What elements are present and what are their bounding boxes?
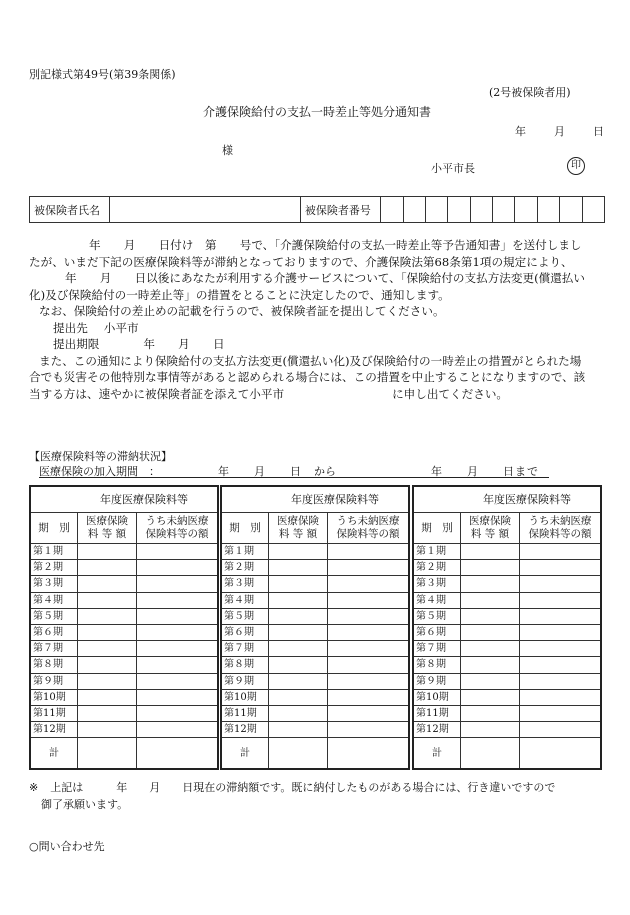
arrears-table-2 <box>220 485 410 770</box>
arrears-section-title: 【医療保険料等の滞納状況】 <box>29 450 172 463</box>
period-label: 第６期 <box>30 624 78 640</box>
period-label: 第11期 <box>413 705 461 721</box>
period-row <box>221 560 409 576</box>
body-line: たが、いまだ下記の医療保険料等が滞納となっておりますので、介護保険法第68条第1項の規定により、 <box>29 254 573 269</box>
insured-number-label: 被保険者番号 <box>300 197 380 223</box>
period-label: 第１期 <box>221 544 269 560</box>
period-label: 第11期 <box>221 705 269 721</box>
unpaid-cell[interactable] <box>137 592 219 608</box>
unpaid-cell[interactable] <box>520 722 602 738</box>
unpaid-cell[interactable] <box>328 641 410 657</box>
unpaid-cell[interactable] <box>137 641 219 657</box>
amount-cell[interactable] <box>461 592 520 608</box>
period-row <box>30 560 218 576</box>
amount-cell[interactable] <box>269 592 328 608</box>
period-label: 第８期 <box>30 657 78 673</box>
amount-cell[interactable] <box>269 576 328 592</box>
period-row <box>221 592 409 608</box>
amount-cell[interactable] <box>269 608 328 624</box>
amount-cell[interactable] <box>461 689 520 705</box>
unpaid-cell[interactable] <box>328 689 410 705</box>
amount-cell[interactable] <box>78 689 137 705</box>
period-row <box>30 705 218 721</box>
period-label: 第１期 <box>413 544 461 560</box>
amount-cell[interactable] <box>269 689 328 705</box>
period-row <box>413 705 601 721</box>
amount-cell[interactable] <box>78 705 137 721</box>
issuer-name: 小平市長 <box>431 162 475 175</box>
unpaid-cell[interactable] <box>137 722 219 738</box>
period-row <box>413 544 601 560</box>
period-label: 第５期 <box>221 608 269 624</box>
footnote-line: ※ 上記は 年 月 日現在の滞納額です。既に納付したものがある場合には、行き違いですので <box>29 781 556 794</box>
unpaid-cell[interactable] <box>328 657 410 673</box>
period-row <box>221 689 409 705</box>
col-amount-header: 医療保険 料 等 額 <box>461 513 520 544</box>
period-row <box>413 657 601 673</box>
unpaid-cell[interactable] <box>328 705 410 721</box>
amount-cell[interactable] <box>78 544 137 560</box>
period-label: 第12期 <box>30 722 78 738</box>
amount-cell[interactable] <box>461 576 520 592</box>
period-row <box>413 592 601 608</box>
total-unpaid-cell[interactable] <box>520 738 602 770</box>
period-row <box>413 576 601 592</box>
amount-cell[interactable] <box>461 641 520 657</box>
period-label: 第５期 <box>30 608 78 624</box>
unpaid-cell[interactable] <box>328 544 410 560</box>
arrears-table-1 <box>29 485 219 770</box>
amount-cell[interactable] <box>78 576 137 592</box>
amount-cell[interactable] <box>269 673 328 689</box>
period-label: 第10期 <box>30 689 78 705</box>
period-label: 第３期 <box>221 576 269 592</box>
period-row <box>413 673 601 689</box>
footnote-mark: ※ <box>29 781 39 794</box>
unpaid-cell[interactable] <box>520 544 602 560</box>
period-row <box>221 608 409 624</box>
issue-date: 年 月 日 <box>515 125 606 138</box>
period-label: 第６期 <box>221 624 269 640</box>
unpaid-cell[interactable] <box>137 560 219 576</box>
unpaid-cell[interactable] <box>137 608 219 624</box>
body-line: また、この通知により保険給付の支払方法変更(償還払い化)及び保険給付の一時差止の措置がとられた場 <box>39 353 582 368</box>
table-year-header[interactable]: 年度医療保険料等 <box>221 486 409 513</box>
amount-cell[interactable] <box>461 722 520 738</box>
table-year-header[interactable]: 年度医療保険料等 <box>413 486 601 513</box>
period-label: 第８期 <box>221 657 269 673</box>
period-row <box>30 608 218 624</box>
period-row <box>221 641 409 657</box>
period-row <box>221 544 409 560</box>
period-label: 第12期 <box>413 722 461 738</box>
audience-label: (2号被保険者用) <box>489 86 571 99</box>
period-label: 第９期 <box>30 673 78 689</box>
number-box[interactable] <box>582 197 605 223</box>
total-amount-cell[interactable] <box>461 738 520 770</box>
unpaid-cell[interactable] <box>137 673 219 689</box>
number-box[interactable] <box>537 197 559 223</box>
amount-cell[interactable] <box>269 641 328 657</box>
period-label: 第６期 <box>413 624 461 640</box>
period-row <box>221 673 409 689</box>
amount-cell[interactable] <box>269 657 328 673</box>
period-row <box>413 560 601 576</box>
period-label: 第９期 <box>413 673 461 689</box>
period-row <box>30 689 218 705</box>
period-label: 第11期 <box>30 705 78 721</box>
period-row <box>221 705 409 721</box>
unpaid-cell[interactable] <box>137 576 219 592</box>
period-label: 第７期 <box>221 641 269 657</box>
period-label: 第３期 <box>413 576 461 592</box>
unpaid-cell[interactable] <box>328 608 410 624</box>
total-unpaid-cell[interactable] <box>328 738 410 770</box>
unpaid-cell[interactable] <box>520 560 602 576</box>
form-number: 別記様式第49号(第39条関係) <box>29 68 176 81</box>
period-label: 第７期 <box>30 641 78 657</box>
period-row <box>413 722 601 738</box>
period-label: 第５期 <box>413 608 461 624</box>
col-unpaid-header: うち未納医療 保険料等の額 <box>520 513 602 544</box>
unpaid-cell[interactable] <box>137 705 219 721</box>
unpaid-cell[interactable] <box>328 560 410 576</box>
unpaid-cell[interactable] <box>137 544 219 560</box>
page-title: 介護保険給付の支払一時差止等処分通知書 <box>203 105 432 119</box>
body-paragraph <box>29 237 605 402</box>
period-label: 第４期 <box>413 592 461 608</box>
col-period-header: 期 別 <box>221 513 269 544</box>
number-box[interactable] <box>381 197 403 223</box>
body-line: 合でも災害その他特別な事情等があると認められる場合には、この措置を中止することになりますので、該 <box>29 370 586 384</box>
period-row <box>221 722 409 738</box>
period-row <box>30 641 218 657</box>
period-row <box>30 722 218 738</box>
number-box[interactable] <box>425 197 447 223</box>
unpaid-cell[interactable] <box>328 722 410 738</box>
period-row <box>221 576 409 592</box>
amount-cell[interactable] <box>269 544 328 560</box>
period-row <box>221 624 409 640</box>
amount-cell[interactable] <box>78 592 137 608</box>
period-label: 第２期 <box>413 560 461 576</box>
period-label: 第９期 <box>221 673 269 689</box>
unpaid-cell[interactable] <box>520 592 602 608</box>
amount-cell[interactable] <box>78 560 137 576</box>
period-row <box>413 689 601 705</box>
unpaid-cell[interactable] <box>520 673 602 689</box>
amount-cell[interactable] <box>269 624 328 640</box>
amount-cell[interactable] <box>78 673 137 689</box>
amount-cell[interactable] <box>461 657 520 673</box>
unpaid-cell[interactable] <box>520 641 602 657</box>
unpaid-cell[interactable] <box>328 624 410 640</box>
period-label: 第４期 <box>221 592 269 608</box>
period-label: 第10期 <box>413 689 461 705</box>
period-row <box>413 641 601 657</box>
period-label: 第12期 <box>221 722 269 738</box>
col-unpaid-header: うち未納医療 保険料等の額 <box>137 513 219 544</box>
contact-label: ○問い合わせ先 <box>29 840 105 853</box>
period-row <box>413 624 601 640</box>
amount-cell[interactable] <box>78 657 137 673</box>
body-line: なお、保険給付の差止めの記載を行うので、被保険者証を提出してください。 <box>39 304 445 318</box>
number-box[interactable] <box>560 197 582 223</box>
unpaid-cell[interactable] <box>520 624 602 640</box>
unpaid-cell[interactable] <box>520 608 602 624</box>
total-unpaid-cell[interactable] <box>137 738 219 770</box>
period-label: 第２期 <box>30 560 78 576</box>
amount-cell[interactable] <box>461 673 520 689</box>
footnote-line: 御了承願います。 <box>41 797 129 811</box>
membership-period-line <box>39 463 549 478</box>
membership-from-date: 年 月 日 <box>218 465 302 478</box>
total-amount-cell[interactable] <box>78 738 137 770</box>
period-row <box>30 624 218 640</box>
body-line: 当する方は、速やかに被保険者証を添えて小平市 に申し出てください。 <box>29 386 509 401</box>
unpaid-cell[interactable] <box>137 624 219 640</box>
seal-mark: 印 <box>567 157 585 175</box>
unpaid-cell[interactable] <box>520 657 602 673</box>
period-row <box>30 576 218 592</box>
col-period-header: 期 別 <box>30 513 78 544</box>
period-label: 第７期 <box>413 641 461 657</box>
unpaid-cell[interactable] <box>520 705 602 721</box>
period-row <box>30 673 218 689</box>
amount-cell[interactable] <box>269 560 328 576</box>
unpaid-cell[interactable] <box>520 689 602 705</box>
number-box[interactable] <box>515 197 537 223</box>
col-amount-header: 医療保険 料 等 額 <box>269 513 328 544</box>
period-row <box>30 657 218 673</box>
period-row <box>30 592 218 608</box>
period-label: 第４期 <box>30 592 78 608</box>
footnote <box>29 780 555 813</box>
amount-cell[interactable] <box>78 624 137 640</box>
col-amount-header: 医療保険 料 等 額 <box>78 513 137 544</box>
body-line: 年 月 日付け 第 号で、「介護保険給付の支払一時差止等予告通知書」を送付しまし <box>89 238 582 252</box>
period-label: 第１期 <box>30 544 78 560</box>
membership-period-label: 医療保険の加入期間 ： <box>39 465 160 478</box>
addressee-suffix: 様 <box>222 144 233 157</box>
amount-cell[interactable] <box>461 705 520 721</box>
insured-name-label: 被保険者氏名 <box>30 197 110 223</box>
insured-name-field[interactable] <box>110 197 301 223</box>
period-label: 第２期 <box>221 560 269 576</box>
total-label: 計 <box>413 738 461 770</box>
amount-cell[interactable] <box>269 722 328 738</box>
unpaid-cell[interactable] <box>137 689 219 705</box>
period-row <box>30 544 218 560</box>
number-box[interactable] <box>403 197 425 223</box>
unpaid-cell[interactable] <box>328 576 410 592</box>
amount-cell[interactable] <box>461 544 520 560</box>
amount-cell[interactable] <box>78 641 137 657</box>
amount-cell[interactable] <box>78 608 137 624</box>
number-box[interactable] <box>470 197 492 223</box>
arrears-table-3 <box>412 485 602 770</box>
total-label: 計 <box>30 738 78 770</box>
amount-cell[interactable] <box>269 705 328 721</box>
insured-id-table <box>29 196 605 223</box>
body-line: 年 月 日以後にあなたが利用する介護サービスについて、「保険給付の支払方法変更(償還払い <box>65 271 585 285</box>
submit-to-line: 提出先 小平市 <box>53 320 139 335</box>
amount-cell[interactable] <box>461 624 520 640</box>
period-row <box>413 608 601 624</box>
total-amount-cell[interactable] <box>269 738 328 770</box>
number-box[interactable] <box>493 197 515 223</box>
unpaid-cell[interactable] <box>328 592 410 608</box>
period-label: 第３期 <box>30 576 78 592</box>
period-label: 第８期 <box>413 657 461 673</box>
col-period-header: 期 別 <box>413 513 461 544</box>
col-unpaid-header: うち未納医療 保険料等の額 <box>328 513 410 544</box>
period-row <box>221 657 409 673</box>
total-label: 計 <box>221 738 269 770</box>
membership-to-date: 年 月 日まで <box>431 465 539 478</box>
unpaid-cell[interactable] <box>137 657 219 673</box>
unpaid-cell[interactable] <box>328 673 410 689</box>
amount-cell[interactable] <box>461 560 520 576</box>
unpaid-cell[interactable] <box>520 576 602 592</box>
amount-cell[interactable] <box>78 722 137 738</box>
number-box[interactable] <box>448 197 470 223</box>
body-line: 化)及び保険給付の一時差止等」の措置をとることに決定したので、通知します。 <box>29 287 450 302</box>
deadline-line: 提出期限 年 月 日 <box>53 337 225 351</box>
period-label: 第10期 <box>221 689 269 705</box>
membership-from-word: から <box>314 465 336 478</box>
amount-cell[interactable] <box>461 608 520 624</box>
table-year-header[interactable]: 年度医療保険料等 <box>30 486 218 513</box>
